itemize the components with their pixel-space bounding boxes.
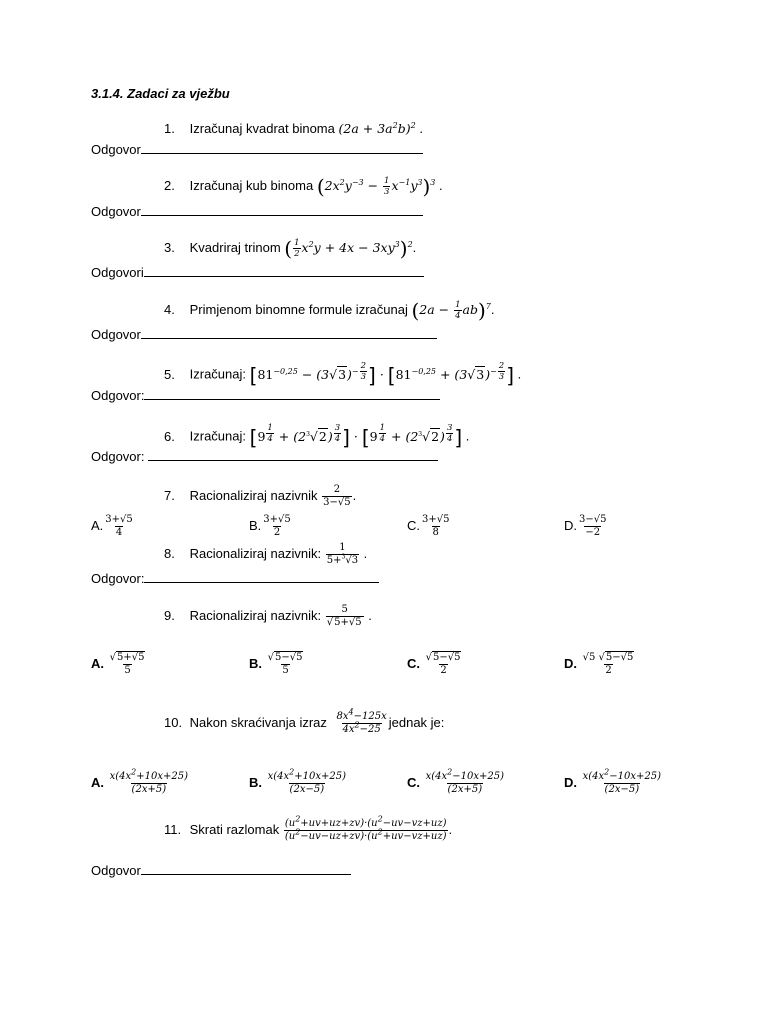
answer-line[interactable]: [144, 265, 424, 277]
q10-option-d[interactable]: D. $\frac{x(4x^2-10x+25)}{(2x-5)}$: [564, 767, 662, 795]
task-3: 3. Kvadriraj trinom ( $\frac{1}{2}$ $x^2y + 4x - 3xy^3)^2$.: [164, 236, 417, 261]
answer-4: [91, 327, 437, 342]
task-number: 11.: [164, 822, 182, 837]
answer-11: [91, 863, 351, 878]
option-letter: A.: [91, 775, 104, 790]
task-number: 9.: [164, 608, 175, 623]
task-4: 4. Primjenom binomne formule izračunaj (2a − $\frac{1}{4}$ ab)$^7$.: [164, 298, 495, 323]
task-text: Nakon skraćivanja izraz: [189, 715, 327, 730]
task-number: 3.: [164, 240, 175, 255]
math-expression: [$81^{-0,25} - (3√3)^{- \frac{2}{3}}$ ] · [$81^{-0,25} + (3√3)^{- \frac{2}{3}}$ ]: [249, 361, 515, 388]
answer-8: [91, 571, 379, 586]
math-expression: $\frac{2}{3-√5}$: [323, 484, 351, 508]
q10-option-c[interactable]: C. $\frac{x(4x^2-10x+25)}{(2x+5)}$: [407, 767, 505, 795]
math-expression: ( $\frac{1}{2}$ $x^2y + 4x - 3xy^3)^2$: [284, 236, 413, 261]
section-heading: 3.1.4. Zadaci za vježbu: [91, 86, 230, 101]
task-11: 11. Skrati razlomak $\frac{(u^2+uv+uz+zv)\cdot(u^2-uv-vz+uz)}{(u^2-uv-uz+zv)\cdot(u^2+uv-vz+uz)}$ .: [164, 814, 453, 842]
task-number: 8.: [164, 546, 175, 561]
answer-line[interactable]: [148, 449, 438, 461]
option-letter: D.: [564, 775, 577, 790]
answer-3: [91, 265, 424, 280]
q7-option-d[interactable]: D. $\frac{3-√5}{-2}$: [564, 514, 607, 538]
answer-label: Odgovor:: [91, 571, 145, 586]
task-number: 4.: [164, 302, 175, 317]
q9-option-c[interactable]: C. $\frac{√5-√5}{2}$: [407, 652, 461, 676]
option-letter: B.: [249, 775, 262, 790]
task-number: 6.: [164, 428, 175, 444]
task-1: 1. Izračunaj kvadrat binoma $(2a + 3a^2b)^2$ .: [164, 120, 423, 136]
answer-label: Odgovor: [91, 327, 141, 342]
task-text: Izračunaj kvadrat binoma: [189, 121, 335, 136]
task-number: 7.: [164, 488, 175, 503]
task-9: 9. Racionaliziraj nazivnik: $\frac{5}{√5+√5}$ .: [164, 604, 372, 628]
q7-option-c[interactable]: C. $\frac{3+√5}{8}$: [407, 514, 450, 538]
q7-option-a[interactable]: A. $\frac{3+√5}{4}$: [91, 514, 133, 538]
task-text: Skrati razlomak: [189, 822, 280, 837]
task-5: 5. Izračunaj: [$81^{-0,25} - (3√3)^{- \frac{2}{3}}$ ] · [$81^{-0,25} + (3√3)^{- \frac{2}{3}}$ ] .: [164, 361, 522, 388]
answer-line[interactable]: [141, 204, 423, 216]
q9-option-d[interactable]: D. $\frac{√5 √5-√5}{2}$: [564, 652, 634, 676]
option-letter: C.: [407, 656, 420, 671]
task-tail: jednak je:: [388, 715, 445, 730]
task-text: Izračunaj kub binoma: [189, 178, 314, 193]
answer-line[interactable]: [144, 571, 379, 583]
answer-label: Odgovor:: [91, 449, 145, 464]
option-letter: C.: [407, 518, 420, 533]
task-number: 1.: [164, 121, 175, 136]
answer-line[interactable]: [141, 327, 437, 339]
math-expression: $\frac{8x^4-125x}{4x^2-25}$: [336, 707, 387, 735]
math-expression: $\frac{5}{√5+√5}$: [326, 604, 362, 628]
answer-line[interactable]: [141, 863, 351, 875]
task-6: 6. Izračunaj: [9 $^{\frac{1}{4}}$ + $(2^3√2)$ $^{\frac{3}{4}}$ ] · [9 $^{\frac{1}{4}}$ + $(2^3√2)$ $^{\frac{3}{4}}$ ] .: [164, 423, 470, 450]
task-8: 8. Racionaliziraj nazivnik: $\frac{1}{5+^3√3}$ .: [164, 542, 368, 566]
task-7: 7. Racionaliziraj nazivnik $\frac{2}{3-√5}$ .: [164, 484, 357, 508]
task-text: Racionaliziraj nazivnik:: [189, 608, 322, 623]
q7-option-b[interactable]: B. $\frac{3+√5}{2}$: [249, 514, 291, 538]
answer-line[interactable]: [141, 142, 423, 154]
answer-label: Odgovori: [91, 265, 144, 280]
option-letter: B.: [249, 656, 262, 671]
answer-1: [91, 142, 423, 157]
math-expression: ($2x^2y^{-3}$ − $\frac{1}{3}$ $x^{-1}y^3)^3$: [316, 174, 436, 199]
task-number: 2.: [164, 178, 175, 193]
answer-line[interactable]: [144, 388, 440, 400]
math-expression: $(2a + 3a^2b)^2$: [338, 120, 416, 136]
option-letter: C.: [407, 775, 420, 790]
math-expression: $\frac{(u^2+uv+uz+zv)\cdot(u^2-uv-vz+uz)}{(u^2-uv-uz+zv)\cdot(u^2+uv-vz+uz)}$: [284, 814, 447, 842]
math-expression: (2a − $\frac{1}{4}$ ab)$^7$: [411, 298, 491, 323]
task-text: Izračunaj:: [189, 366, 246, 382]
option-letter: A.: [91, 656, 104, 671]
task-text: Racionaliziraj nazivnik:: [189, 546, 322, 561]
task-text: Izračunaj:: [189, 428, 246, 444]
option-letter: B.: [249, 518, 262, 533]
option-letter: D.: [564, 518, 577, 533]
option-letter: A.: [91, 518, 104, 533]
answer-label: Odgovor: [91, 142, 141, 157]
task-text: Racionaliziraj nazivnik: [189, 488, 318, 503]
answer-label: Odgovor:: [91, 388, 145, 403]
math-expression: [9 $^{\frac{1}{4}}$ + $(2^3√2)$ $^{\frac{3}{4}}$ ] · [9 $^{\frac{1}{4}}$ + $(2^3√2)$ $^{\frac{3}{4}}$ ]: [249, 423, 463, 450]
math-expression: $\frac{1}{5+^3√3}$: [326, 542, 359, 566]
answer-2: [91, 204, 423, 219]
option-letter: D.: [564, 656, 577, 671]
q10-option-b[interactable]: B. $\frac{x(4x^2+10x+25)}{(2x-5)}$: [249, 767, 347, 795]
task-number: 10.: [164, 715, 183, 730]
answer-6: [91, 449, 438, 464]
task-text: Primjenom binomne formule izračunaj: [189, 302, 408, 317]
answer-label: Odgovor: [91, 863, 141, 878]
answer-5: [91, 388, 440, 403]
task-10: [164, 707, 445, 736]
answer-label: Odgovor: [91, 204, 141, 219]
q9-option-b[interactable]: B. $\frac{√5-√5}{5}$: [249, 652, 303, 676]
task-text: Kvadriraj trinom: [189, 240, 281, 255]
task-number: 5.: [164, 366, 175, 382]
q10-option-a[interactable]: A. $\frac{x(4x^2+10x+25)}{(2x+5)}$: [91, 767, 189, 795]
task-2: 2. Izračunaj kub binoma ($2x^2y^{-3}$ − $\frac{1}{3}$ $x^{-1}y^3)^3$ .: [164, 174, 443, 199]
q9-option-a[interactable]: A. $\frac{√5+√5}{5}$: [91, 652, 145, 676]
